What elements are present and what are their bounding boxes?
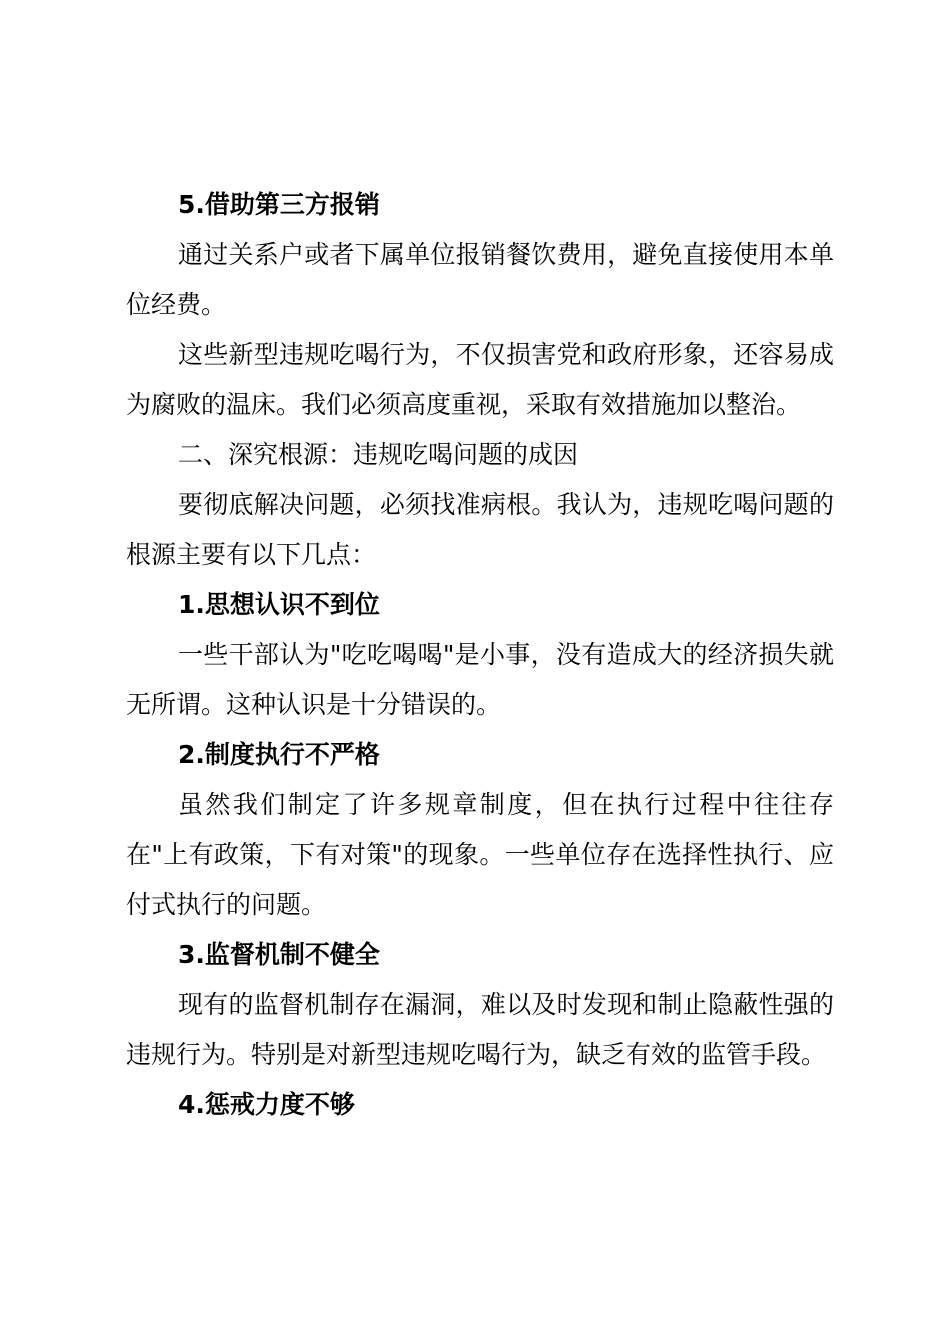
- body-paragraph: 要彻底解决问题，必须找准病根。我认为，违规吃喝问题的根源主要有以下几点：: [126, 490, 834, 569]
- body-paragraph: 现有的监督机制存在漏洞，难以及时发现和制止隐蔽性强的违规行为。特别是对新型违规吃喝行为，缺乏有效的监管手段。: [126, 990, 834, 1069]
- document-body: [126, 180, 834, 1130]
- body-paragraph: 通过关系户或者下属单位报销餐饮费用，避免直接使用本单位经费。: [126, 240, 834, 319]
- section-heading-awareness: 1.思想认识不到位: [178, 590, 380, 619]
- body-paragraph: 虽然我们制定了许多规章制度，但在执行过程中往往存在"上有政策，下有对策"的现象。一些单位存在选择性执行、应付式执行的问题。: [126, 790, 834, 919]
- section-title-root-causes: 二、深究根源：违规吃喝问题的成因: [178, 440, 579, 469]
- body-paragraph: 这些新型违规吃喝行为，不仅损害党和政府形象，还容易成为腐败的温床。我们必须高度重视，采取有效措施加以整治。: [126, 340, 834, 419]
- section-heading-enforcement: 2.制度执行不严格: [178, 740, 380, 769]
- body-paragraph: 一些干部认为"吃吃喝喝"是小事，没有造成大的经济损失就无所谓。这种认识是十分错误的。: [126, 640, 834, 719]
- section-heading-supervision: 3.监督机制不健全: [178, 940, 380, 969]
- section-heading-punishment: 4.惩戒力度不够: [178, 1090, 355, 1119]
- section-heading-third-party-reimbursement: 5.借助第三方报销: [178, 190, 380, 219]
